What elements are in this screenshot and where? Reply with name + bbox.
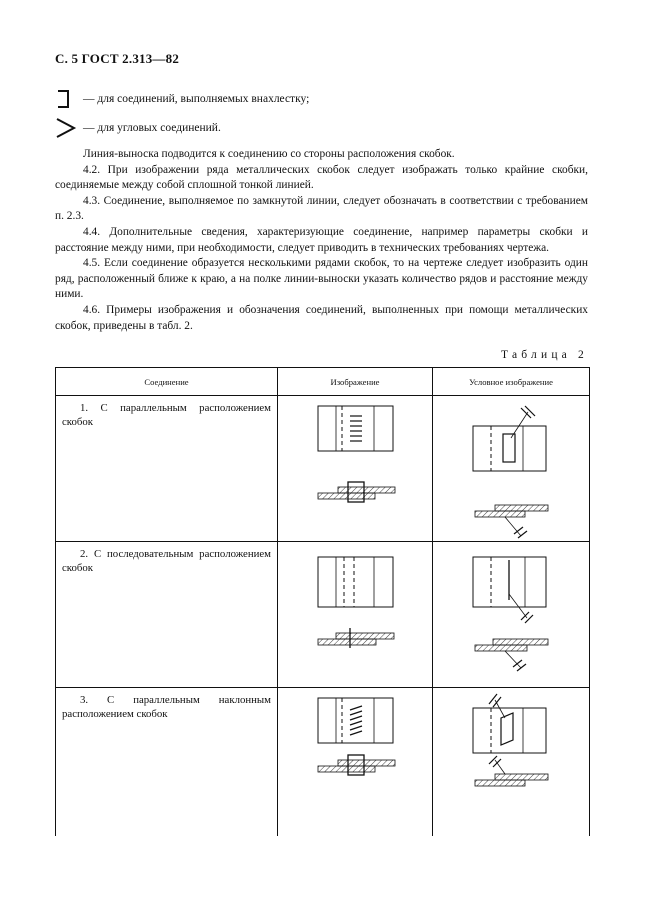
- drawing-sequential-symbol: [433, 542, 590, 687]
- legend-item-angle: [55, 117, 221, 139]
- bracket-icon: [55, 89, 77, 109]
- row-description: 1. С параллельным расположением скобок: [62, 402, 271, 428]
- table-label: Таблица 2: [501, 349, 588, 361]
- row-description: 2. С последовательным расположением скобок: [62, 548, 271, 574]
- body-text: [55, 147, 588, 334]
- paragraph: 4.6. Примеры изображения и обозначения соединений, выполненных при помощи металлических скобок, приведены в табл. 2.: [55, 303, 588, 332]
- page-header: С. 5 ГОСТ 2.313—82: [55, 51, 180, 66]
- table-2: [55, 367, 590, 836]
- table-row: [56, 396, 590, 542]
- legend-text-angle: — для угловых соединений.: [83, 122, 221, 134]
- paragraph: 4.3. Соединение, выполняемое по замкнутой линии, следует обозначать в соответствии с требованием п. 2.3.: [55, 194, 588, 223]
- legend-item-overlap: [55, 88, 309, 110]
- column-header: Условное изображение: [433, 368, 590, 396]
- drawing-sequential-image: [278, 542, 433, 687]
- angle-icon: [55, 117, 77, 139]
- table-row: [56, 542, 590, 688]
- column-header: Соединение: [56, 368, 278, 396]
- drawing-parallel-symbol: [433, 396, 590, 541]
- drawing-inclined-symbol: [433, 688, 590, 836]
- table-row: [56, 688, 590, 837]
- drawing-inclined-image: [278, 688, 433, 836]
- drawing-parallel-image: [278, 396, 433, 541]
- paragraph: 4.4. Дополнительные сведения, характеризующие соединение, например параметры скобки и расстояние между ними, при необходимости, следует приводить в технических требованиях чертежа.: [55, 225, 588, 254]
- paragraph: 4.2. При изображении ряда металлических скобок следует изображать только крайние скобки, соединяемые между собой сплошной тонкой линией.: [55, 163, 588, 192]
- paragraph: 4.5. Если соединение образуется несколькими рядами скобок, то на чертеже следует изобразить один ряд, расположенный ближе к краю, а на полке линии-выноски указать количество рядов и расстояние между ними.: [55, 257, 588, 301]
- paragraph: Линия-выноска подводится к соединению со стороны расположения скобок.: [83, 148, 455, 160]
- column-header: Изображение: [278, 368, 433, 396]
- legend-text-overlap: — для соединений, выполняемых внахлестку;: [83, 93, 310, 105]
- row-description: 3. С параллельным наклонным расположением скобок: [62, 694, 271, 720]
